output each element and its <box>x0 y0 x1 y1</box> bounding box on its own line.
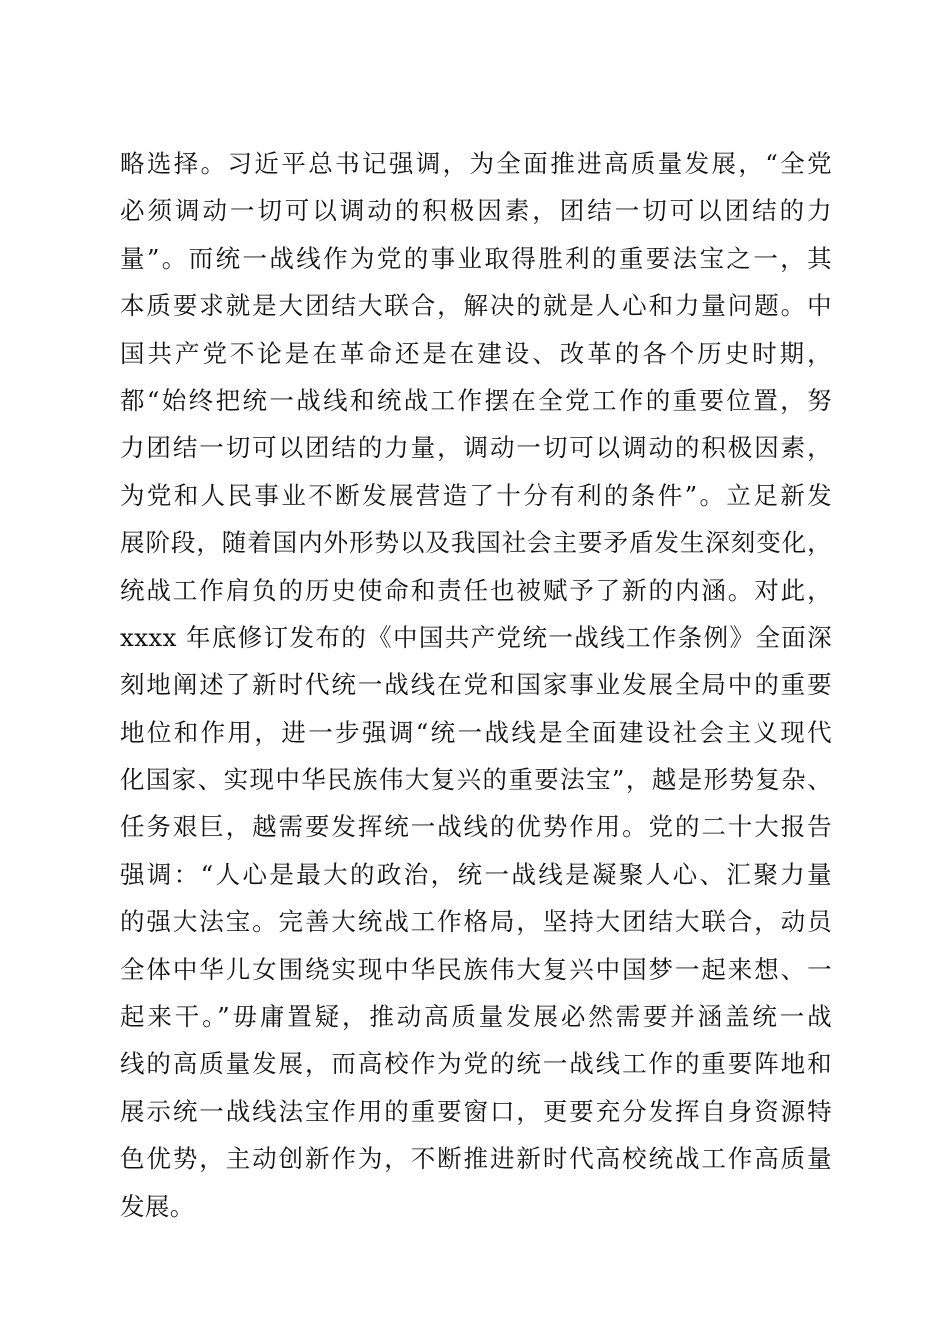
text-line: 化国家、实现中华民族伟大复兴的重要法宝”，越是形势复杂、 <box>120 765 832 795</box>
text-line: 国共产党不论是在革命还是在建设、改革的各个历史时期， <box>120 338 832 368</box>
text-line: xxxx 年底修订发布的《中国共产党统一战线工作条例》全面深 <box>120 622 832 652</box>
text-line: 量”。而统一战线作为党的事业取得胜利的重要法宝之一，其 <box>120 243 832 273</box>
text-line-last: 发展。 <box>120 1191 195 1221</box>
text-line: 全体中华儿女围绕实现中华民族伟大复兴中国梦一起来想、一 <box>120 954 832 984</box>
text-line: 地位和作用，进一步强调“统一战线是全面建设社会主义现代 <box>120 717 832 747</box>
body-paragraph <box>120 140 832 1230</box>
text-line: 统战工作肩负的历史使命和责任也被赋予了新的内涵。对此， <box>120 575 832 605</box>
text-line: 任务艰巨，越需要发挥统一战线的优势作用。党的二十大报告 <box>120 812 832 842</box>
text-line: 都“始终把统一战线和统战工作摆在全党工作的重要位置，努 <box>120 385 832 415</box>
text-line: 为党和人民事业不断发展营造了十分有利的条件”。立足新发 <box>120 480 832 510</box>
text-line: 展阶段，随着国内外形势以及我国社会主要矛盾发生深刻变化， <box>120 528 832 558</box>
text-line: 略选择。习近平总书记强调，为全面推进高质量发展，“全党 <box>120 149 832 178</box>
text-line: 色优势，主动创新作为，不断推进新时代高校统战工作高质量 <box>120 1144 832 1174</box>
text-line: 线的高质量发展，而高校作为党的统一战线工作的重要阵地和 <box>120 1049 832 1079</box>
text-line: 刻地阐述了新时代统一战线在党和国家事业发展全局中的重要 <box>120 670 832 700</box>
text-line: 起来干。”毋庸置疑，推动高质量发展必然需要并涵盖统一战 <box>120 1002 832 1032</box>
text-line: 的强大法宝。完善大统战工作格局，坚持大团结大联合，动员 <box>120 907 832 937</box>
text-line: 力团结一切可以团结的力量，调动一切可以调动的积极因素， <box>120 433 832 463</box>
text-line: 强调：“人心是最大的政治，统一战线是凝聚人心、汇聚力量 <box>120 859 832 889</box>
text-line: 必须调动一切可以调动的积极因素，团结一切可以团结的力 <box>120 196 832 226</box>
text-line: 本质要求就是大团结大联合，解决的就是人心和力量问题。中 <box>120 291 832 321</box>
text-line: 展示统一战线法宝作用的重要窗口，更要充分发挥自身资源特 <box>120 1096 832 1126</box>
